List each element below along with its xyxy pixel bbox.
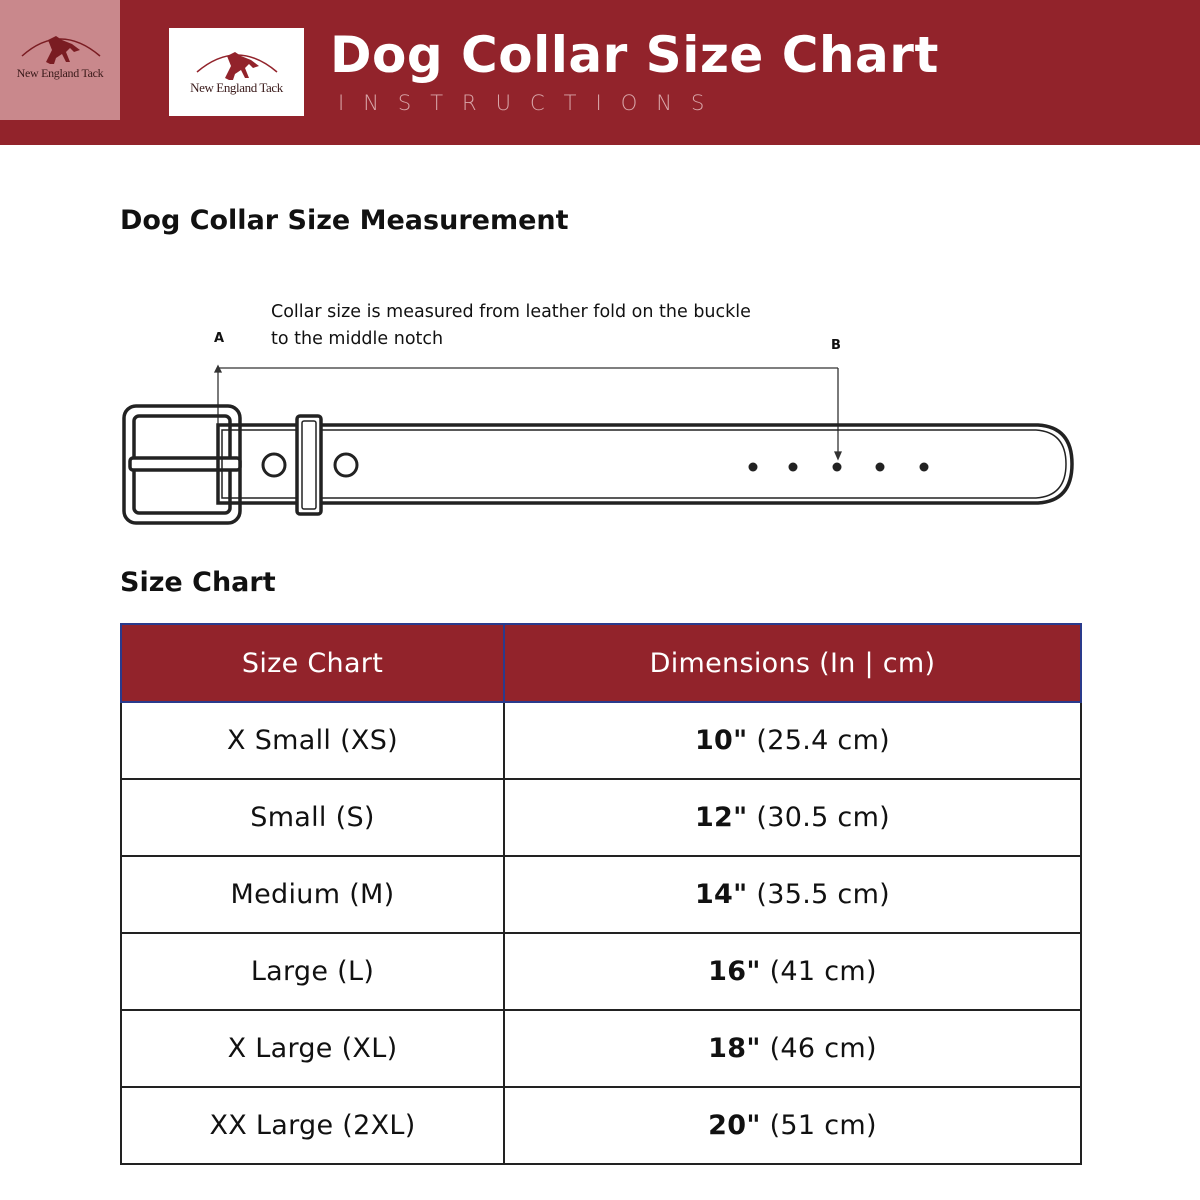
point-b-label: B <box>831 338 841 353</box>
size-chart-heading: Size Chart <box>120 567 276 598</box>
table-row <box>121 856 1081 933</box>
size-cell: Small (S) <box>121 779 504 856</box>
size-cell: X Small (XS) <box>121 702 504 779</box>
point-a-label: A <box>214 331 225 346</box>
inches-value: 16" <box>708 956 761 987</box>
table-row <box>121 933 1081 1010</box>
cm-value: (46 cm) <box>760 1033 877 1064</box>
column-header-dimensions: Dimensions (In | cm) <box>504 624 1081 702</box>
column-header-size: Size Chart <box>121 624 504 702</box>
logo-text: New England Tack <box>190 80 283 95</box>
cm-value: (30.5 cm) <box>747 802 891 833</box>
measurement-heading: Dog Collar Size Measurement <box>120 205 569 236</box>
inches-value: 14" <box>694 879 748 910</box>
size-cell: Medium (M) <box>121 856 504 933</box>
collar-diagram <box>0 0 1200 560</box>
cm-value: (51 cm) <box>760 1110 877 1141</box>
dimension-cell <box>504 702 1081 779</box>
collar-strap <box>218 425 1072 503</box>
inches-value: 12" <box>694 802 748 833</box>
dimension-cell <box>504 1087 1081 1164</box>
table-row <box>121 779 1081 856</box>
cm-value: (25.4 cm) <box>747 725 891 756</box>
keeper-loop <box>297 416 321 514</box>
cm-value: (41 cm) <box>760 956 877 987</box>
page-title: Dog Collar Size Chart <box>330 26 939 84</box>
dimension-cell <box>504 856 1081 933</box>
inches-value: 18" <box>708 1033 761 1064</box>
inches-value: 10" <box>694 725 748 756</box>
cm-value: (35.5 cm) <box>747 879 891 910</box>
page-subtitle: INSTRUCTIONS <box>338 91 724 115</box>
dimension-cell <box>504 1010 1081 1087</box>
notch-holes <box>749 463 929 472</box>
dimension-cell <box>504 933 1081 1010</box>
table-header-row <box>121 624 1081 702</box>
table-row <box>121 1087 1081 1164</box>
inches-value: 20" <box>708 1110 761 1141</box>
size-cell: XX Large (2XL) <box>121 1087 504 1164</box>
dimension-cell <box>504 779 1081 856</box>
size-chart-table <box>120 623 1082 1165</box>
table-row <box>121 1010 1081 1087</box>
logo-text: New England Tack <box>16 66 104 80</box>
size-cell: X Large (XL) <box>121 1010 504 1087</box>
size-cell: Large (L) <box>121 933 504 1010</box>
table-row <box>121 702 1081 779</box>
instruction-line: to the middle notch <box>271 329 444 349</box>
instruction-line: Collar size is measured from leather fold on the buckle <box>271 302 751 322</box>
